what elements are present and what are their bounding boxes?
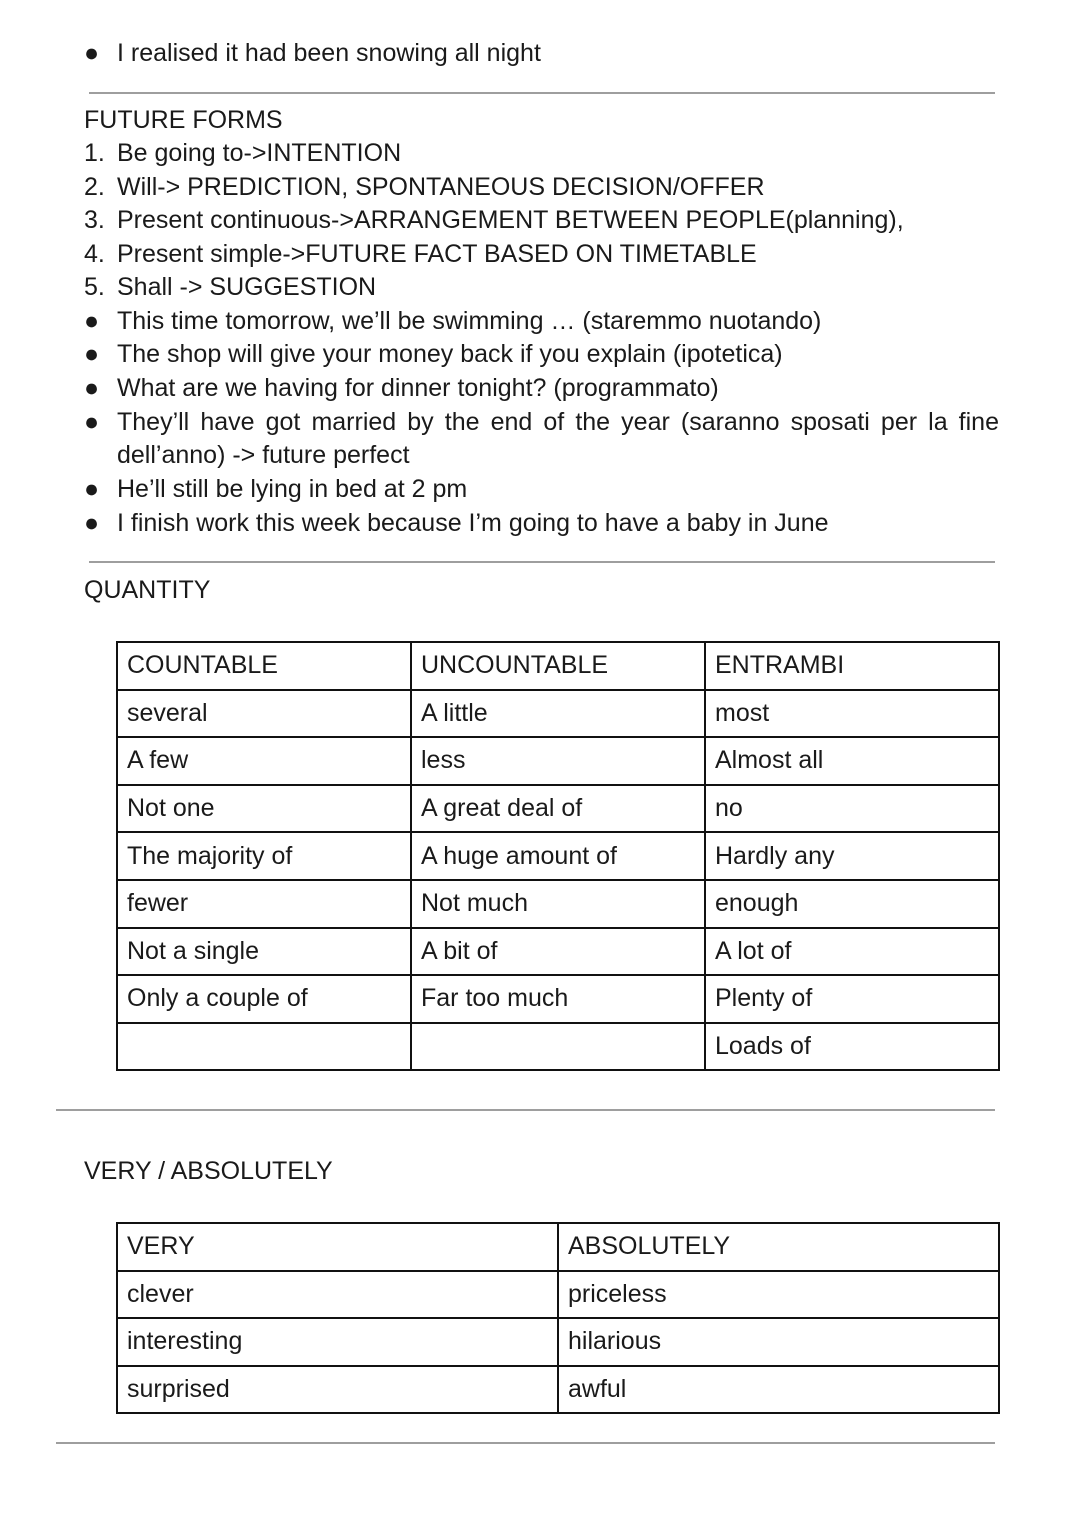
bullet-icon: ● [84, 509, 100, 537]
bullet-icon: ● [84, 374, 100, 402]
table-cell: A lot of [705, 928, 999, 976]
table-row [117, 928, 999, 976]
divider [56, 1442, 995, 1444]
table-cell: awful [558, 1366, 999, 1414]
future-forms-heading: FUTURE FORMS [84, 106, 283, 134]
table-cell: clever [117, 1271, 558, 1319]
table-cell: fewer [117, 880, 411, 928]
table-row [117, 785, 999, 833]
table-cell: A bit of [411, 928, 705, 976]
table-header-cell: ENTRAMBI [705, 642, 999, 690]
table-cell: Loads of [705, 1023, 999, 1071]
table-header-cell: ABSOLUTELY [558, 1223, 999, 1271]
table-cell: A little [411, 690, 705, 738]
table-cell: A huge amount of [411, 832, 705, 880]
table-header-row [117, 1223, 999, 1271]
table-cell: no [705, 785, 999, 833]
table-cell: A great deal of [411, 785, 705, 833]
table-row [117, 880, 999, 928]
table-row [117, 1271, 999, 1319]
table-cell: Not much [411, 880, 705, 928]
table-cell: hilarious [558, 1318, 999, 1366]
bullet-icon: ● [84, 340, 100, 368]
table-cell: Not a single [117, 928, 411, 976]
table-row [117, 1366, 999, 1414]
table-cell: The majority of [117, 832, 411, 880]
table-cell: Plenty of [705, 975, 999, 1023]
table-row [117, 832, 999, 880]
table-cell: interesting [117, 1318, 558, 1366]
table-row [117, 1023, 999, 1071]
table-cell: Hardly any [705, 832, 999, 880]
table-row [117, 690, 999, 738]
bullet-icon: ● [84, 307, 100, 335]
table-row [117, 1318, 999, 1366]
table-header-cell: VERY [117, 1223, 558, 1271]
table-cell: less [411, 737, 705, 785]
table-header-row [117, 642, 999, 690]
table-cell [117, 1023, 411, 1071]
divider [89, 92, 995, 94]
table-cell: enough [705, 880, 999, 928]
table-cell: most [705, 690, 999, 738]
table-cell: several [117, 690, 411, 738]
very-absolutely-heading: VERY / ABSOLUTELY [84, 1157, 333, 1185]
table-header-cell: COUNTABLE [117, 642, 411, 690]
table-row [117, 737, 999, 785]
bullet-icon: ● [84, 475, 100, 503]
table-cell: Far too much [411, 975, 705, 1023]
table-cell: A few [117, 737, 411, 785]
table-cell: Not one [117, 785, 411, 833]
table-cell: surprised [117, 1366, 558, 1414]
table-header-cell: UNCOUNTABLE [411, 642, 705, 690]
table-row [117, 975, 999, 1023]
bullet-icon: ● [84, 39, 100, 67]
divider [89, 561, 995, 563]
divider [56, 1109, 995, 1111]
table-cell [411, 1023, 705, 1071]
quantity-heading: QUANTITY [84, 576, 211, 604]
very-absolutely-table [116, 1222, 1000, 1414]
bullet-icon: ● [84, 408, 100, 436]
table-cell: priceless [558, 1271, 999, 1319]
table-cell: Only a couple of [117, 975, 411, 1023]
quantity-table [116, 641, 1000, 1071]
table-cell: Almost all [705, 737, 999, 785]
